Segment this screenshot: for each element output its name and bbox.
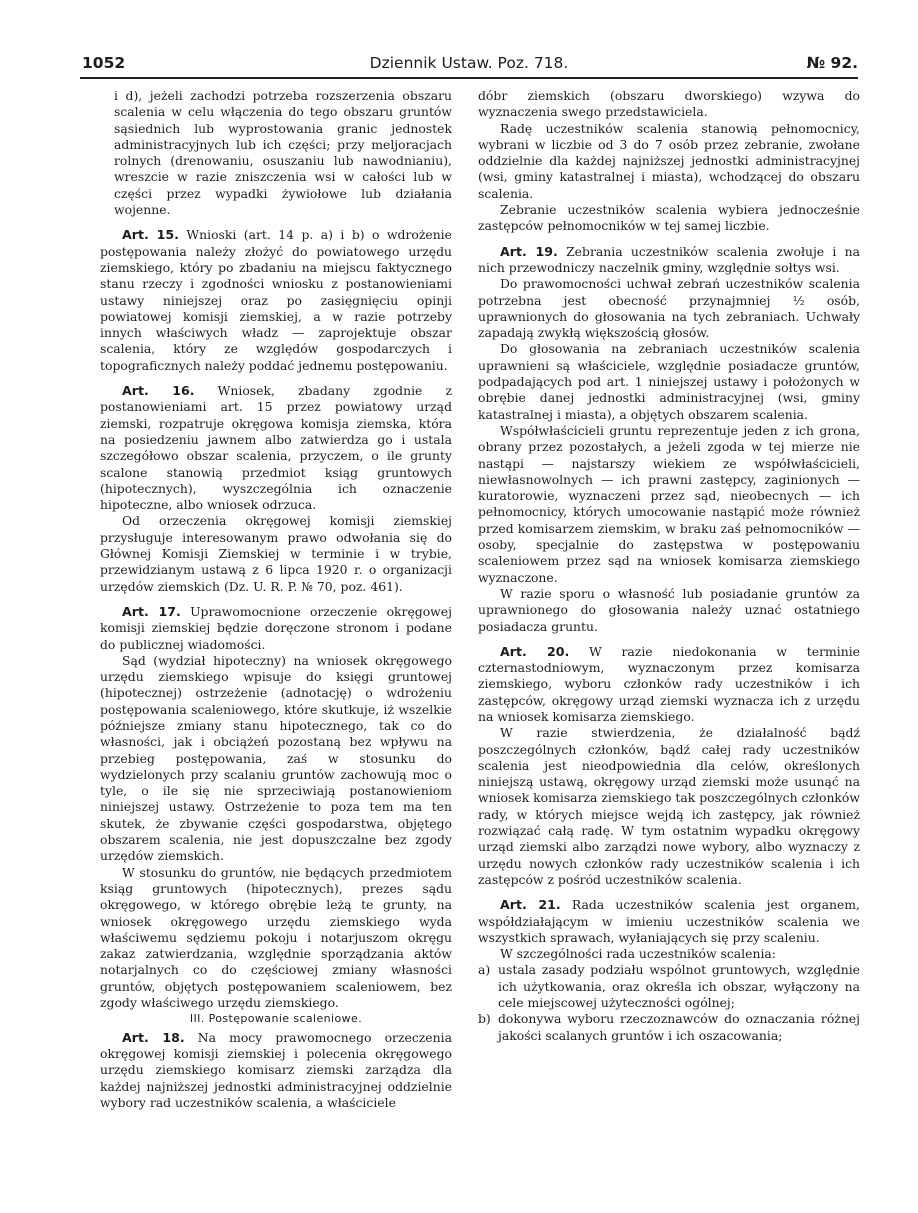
left-column — [100, 88, 452, 1111]
article-label: Art. 20. — [500, 643, 570, 659]
article-17 — [100, 604, 452, 653]
list-text: ustala zasady podziału wspólnot gruntowych, względnie ich użytkowania, oraz określa ich obszar, wyłączony na cele miejscowej użyteczności ogólnej; — [498, 962, 860, 1011]
list-marker: a) — [478, 962, 491, 978]
header-rule — [80, 77, 858, 79]
journal-title: Dziennik Ustaw. Poz. 718. — [369, 54, 569, 72]
paragraph: W razie sporu o własność lub posiadanie gruntów za uprawnionego do głosowania należy uznać ostatniego posiadacza gruntu. — [478, 585, 860, 634]
paragraph: Do prawomocności uchwał zebrań uczestników scalenia potrzebna jest obecność przynajmniej ½ osób, uprawnionych do głosowania na tych zebraniach. Uchwały zapadają zwykłą większością głosów. — [478, 276, 860, 341]
list-marker: b) — [478, 1011, 491, 1027]
right-column — [478, 88, 860, 1044]
paragraph: W stosunku do gruntów, nie będących przedmiotem ksiąg gruntowych (hipotecznych), prezes sądu okręgowego, w którego obrębie leżą te grunty, na wniosek okręgowego urzędu ziemskiego wyda właściwemu sędziemu pokoju i notarjuszom okręgu zakaz zatwierdzania, względnie sporządzania aktów notarjalnych co do częściowej zmiany własności gruntów, objętych postępowaniem scaleniowem, bez zgody właściwego urzędu ziemskiego. — [100, 864, 452, 1011]
paragraph: Od orzeczenia okręgowej komisji ziemskiej przysługuje interesowanym prawo odwołania się do Głównej Komisji Ziemskiej w terminie i w trybie, przewidzianym ustawą z 6 lipca 1920 r. o organizacji urzędów ziemskich (Dz. U. R. P. № 70, poz. 461). — [100, 513, 452, 594]
page-number: 1052 — [82, 54, 126, 72]
article-18 — [100, 1030, 452, 1111]
article-label: Art. 21. — [500, 897, 561, 913]
article-text: Wniosek, zbadany zgodnie z postanowieniami art. 15 przez powiatowy urząd ziemski, rozpatruje okręgowa komisja ziemska, która na posiedzeniu jawnem albo zatwierdza go i ustala szczegółowo obszar scalenia, przyczem, o ile grunty scalone stanowią przedmiot ksiąg gruntowych (hipotecznych), wyszczególnia ich oznaczenie hipoteczne, albo wniosek odrzuca. — [100, 383, 452, 513]
paragraph: dóbr ziemskich (obszaru dworskiego) wzywa do wyznaczenia swego przedstawiciela. — [478, 88, 860, 120]
article-19 — [478, 244, 860, 277]
article-label: Art. 15. — [122, 227, 179, 243]
paragraph: Radę uczestników scalenia stanowią pełnomocnicy, wybrani w liczbie od 3 do 7 osób przez zebranie, zwołane oddzielnie dla każdej najniższej jednostki administracyjnej (wsi, gminy katastralnej i miasta), wchodzącej do obszaru scalenia. — [478, 120, 860, 201]
article-16 — [100, 383, 452, 513]
page-header — [80, 50, 858, 76]
article-15 — [100, 227, 452, 374]
article-label: Art. 16. — [122, 383, 195, 399]
list-item — [478, 962, 860, 1011]
article-20 — [478, 644, 860, 725]
article-text: Wnioski (art. 14 p. a) i b) o wdrożenie postępowania należy złożyć do powiatowego urzędu ziemskiego, który po zbadaniu na miejscu faktycznego stanu rzeczy i zgodności wniosku z postanowieniami ustawy niniejszej oraz po zasięgnięciu opinji powiatowej komisji ziemskiej, a w razie potrzeby innych właściwych władz — zaprojektuje obszar scalenia, który ze względów gospodarczych i topograficznych należy poddać jednemu postępowaniu. — [100, 227, 452, 373]
paragraph: Zebranie uczestników scalenia wybiera jednocześnie zastępców pełnomocników w tej samej liczbie. — [478, 202, 860, 234]
article-text: Na mocy prawomocnego orzeczenia okręgowej komisji ziemskiej i polecenia okręgowego urzędu ziemskiego komisarz ziemski zarządza dla każdej najniższej jednostki administracyjnej oddzielnie wybory rad uczestników scalenia, a właściciele — [100, 1029, 452, 1110]
article-text: Rada uczestników scalenia jest organem, współdziałającym w imieniu uczestników scalenia we wszystkich sprawach, wyłaniających się przy scaleniu. — [478, 897, 860, 945]
list-text: dokonywa wyboru rzeczoznawców do oznaczania różnej jakości scalanych gruntów i ich oszacowania; — [498, 1011, 860, 1043]
issue-number: № 92. — [806, 54, 858, 72]
paragraph: Współwłaścicieli gruntu reprezentuje jeden z ich grona, obrany przez pozostałych, a jeżeli zgoda w tej mierze nie nastąpi — najstarszy wiekiem ze współwłaścicieli, niewłasnowolnych — ich prawni zastępcy, zaginionych — kuratorowie, wyznaczeni przez sąd, nieobecnych — ich pełnomocnicy, których umocowanie nastąpić może również przed komisarzem ziemskim, w braku zaś pełnomocników — osoby, specjalnie do zastępstwa w postępowaniu scaleniowem przez sąd na wniosek komisarza ziemskiego wyznaczone. — [478, 422, 860, 585]
paragraph: i d), jeżeli zachodzi potrzeba rozszerzenia obszaru scalenia w celu włączenia do tego obszaru gruntów sąsiednich lub wyprostowania granic jednostek administracyjnych lub ich części; przy meljoracjach rolnych (drenowaniu, osuszaniu lub nawodnianiu), wreszcie w razie zniszczenia wsi w całości lub w części przez wypadki żywiołowe lub działania wojenne. — [114, 88, 452, 218]
article-label: Art. 19. — [500, 243, 558, 259]
section-title: III. Postępowanie scaleniowe. — [189, 1012, 363, 1026]
list-item — [478, 1011, 860, 1044]
paragraph: W szczególności rada uczestników scalenia: — [500, 946, 776, 962]
paragraph: Sąd (wydział hipoteczny) na wniosek okręgowego urzędu ziemskiego wpisuje do księgi gruntowej (hipotecznej) ostrzeżenie (adnotację) o wdrożeniu postępowania scaleniowego, które skutkuje, iż wszelkie późniejsze zmiany stanu hipotecznego, tak co do własności, jak i obciążeń pozostaną bez wpływu na przebieg postępowania, zaś w stosunku do wydzielonych przy scalaniu gruntów zachowują moc o tyle, o ile się nie sprzeciwiają postanowieniom niniejszej ustawy. Ostrzeżenie to poza tem ma ten skutek, że zbywanie części gospodarstwa, objętego obszarem scalenia, nie jest dopuszczalne bez zgody urzędów ziemskich. — [100, 652, 452, 864]
article-label: Art. 18. — [122, 1029, 185, 1045]
article-text: Uprawomocnione orzeczenie okręgowej komisji ziemskiej będzie doręczone stronom i podane do publicznej wiadomości. — [100, 603, 452, 652]
paragraph: W razie stwierdzenia, że działalność bądź poszczególnych członków, bądź całej rady uczestników scalenia jest nieodpowiednia dla celów, określonych niniejszą ustawą, okręgowy urząd ziemski może usunąć na wniosek komisarza ziemskiego tak poszczególnych członków rady, w których miejsce wejdą ich zastępcy, jak również rozwiązać całą radę. W tym ostatnim wypadku okręgowy urząd ziemski albo zarządzi nowe wybory, albo wyznaczy z urzędu nowych członków rady uczestników scalenia i ich zastępców z pośród uczestników scalenia. — [478, 725, 860, 887]
paragraph: Do głosowania na zebraniach uczestników scalenia uprawnieni są właściciele, względnie posiadacze gruntów, podpadających pod art. 1 niniejszej ustawy i położonych w obrębie danej jednostki administracyjnej (wsi, gminy katastralnej i miasta), a objętych obszarem scalenia. — [478, 341, 860, 422]
article-21 — [478, 897, 860, 946]
article-text: W razie niedokonania w terminie czternastodniowym, wyznaczonym przez komisarza ziemskiego, wyboru członków rady uczestników i ich zastępców, okręgowy urząd ziemski wyznacza ich z urzędu na wniosek komisarza ziemskiego. — [478, 643, 860, 724]
article-label: Art. 17. — [122, 603, 181, 619]
article-text: Zebrania uczestników scalenia zwołuje i na nich przewodniczy naczelnik gminy, względnie sołtys wsi. — [478, 243, 860, 275]
